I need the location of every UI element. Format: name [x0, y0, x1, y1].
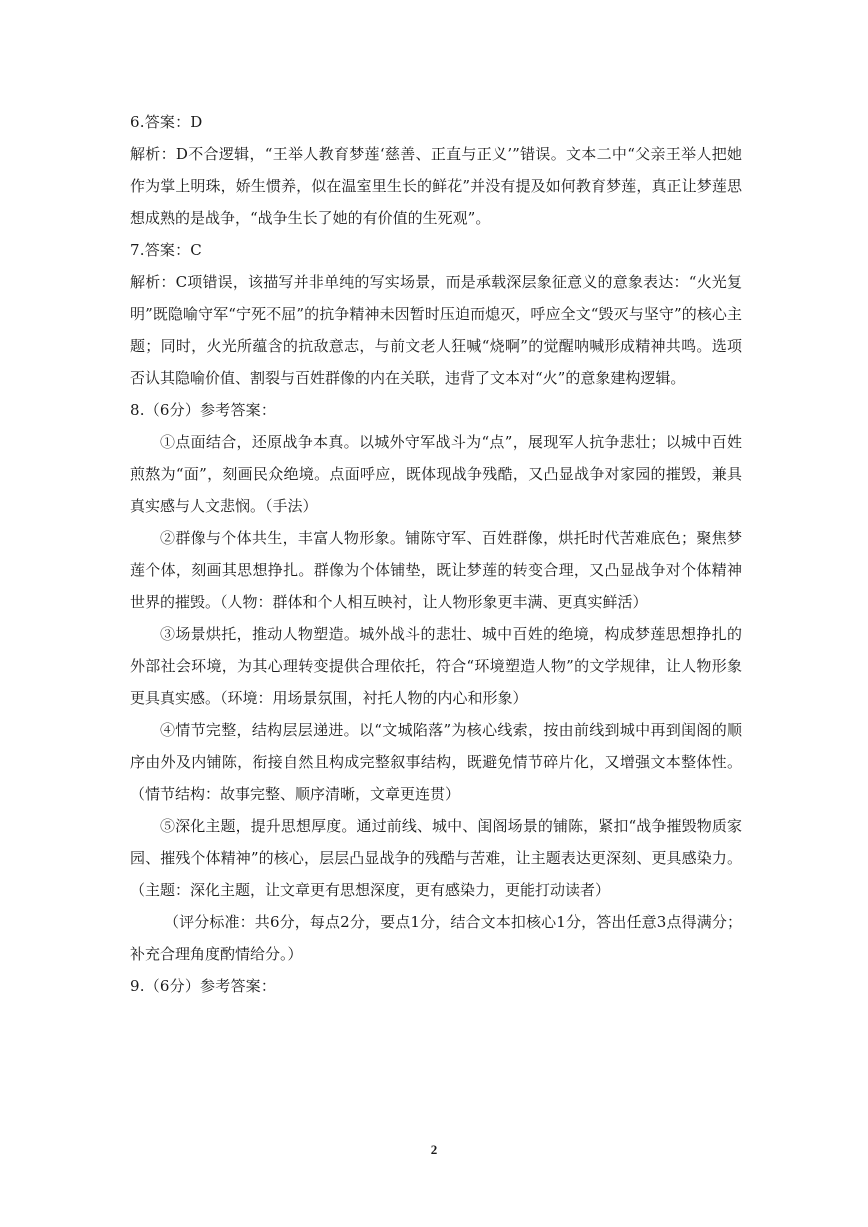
page-number: 2	[430, 1142, 438, 1157]
q8-point-1: ①点面结合，还原战争本真。以城外守军战斗为“点”，展现军人抗争悲壮；以城中百姓煎熬为“面”，刻画民众绝境。点面呼应，既体现战争残酷，又凸显战争对家园的摧毁，兼具真实感与人文悲悯。（手法）	[130, 433, 742, 515]
q8-point-5: ⑤深化主题，提升思想厚度。通过前线、城中、闺阁场景的铺陈，紧扣“战争摧毁物质家园、摧残个体精神”的核心，层层凸显战争的残酷与苦难，让主题表达更深刻、更具感染力。（主题：深化主题，让文章更有思想深度，更有感染力，更能打动读者）	[130, 817, 742, 899]
q7-analysis: 解析：C项错误，该描写并非单纯的写实场景，而是承载深层象征意义的意象表达：“火光复明”既隐喻守军“宁死不屈”的抗争精神未因暂时压迫而熄灭，呼应全文“毁灭与坚守”的核心主题；同时，火光所蕴含的抗敌意志，与前文老人狂喊“烧啊”的觉醒呐喊形成精神共鸣。选项否认其隐喻价值、割裂与百姓群像的内在关联，违背了文本对“火”的意象建构逻辑。	[130, 273, 742, 387]
q8-point-3: ③场景烘托，推动人物塑造。城外战斗的悲壮、城中百姓的绝境，构成梦莲思想挣扎的外部社会环境，为其心理转变提供合理依托，符合“环境塑造人物”的文学规律，让人物形象更具真实感。（环境：用场景氛围，衬托人物的内心和形象）	[130, 625, 742, 707]
q7-answer: 7.答案：C	[130, 241, 202, 259]
q8-scoring-note: （评分标准：共6分，每点2分，要点1分，结合文本扣核心1分，答出任意3点得满分；补充合理角度酌情给分。）	[130, 913, 742, 963]
q6-answer: 6.答案：D	[130, 113, 203, 131]
q9-heading: 9.（6分）参考答案：	[130, 977, 277, 995]
q8-heading: 8.（6分）参考答案：	[130, 401, 277, 419]
q6-analysis: 解析：D不合逻辑，“王举人教育梦莲‘慈善、正直与正义’”错误。文本二中“父亲王举人把她作为掌上明珠，娇生惯养，似在温室里生长的鲜花”并没有提及如何教育梦莲，真正让梦莲思想成熟的是战争，“战争生长了她的有价值的生死观”。	[130, 145, 742, 227]
q8-point-2: ②群像与个体共生，丰富人物形象。铺陈守军、百姓群像，烘托时代苦难底色；聚焦梦莲个体，刻画其思想挣扎。群像为个体铺垫，既让梦莲的转变合理，又凸显战争对个体精神世界的摧毁。（人物：群体和个人相互映衬，让人物形象更丰满、更真实鲜活）	[130, 529, 742, 611]
answer-key-content	[130, 106, 742, 1002]
q8-point-4: ④情节完整，结构层层递进。以“文城陷落”为核心线索，按由前线到城中再到闺阁的顺序由外及内铺陈，衔接自然且构成完整叙事结构，既避免情节碎片化，又增强文本整体性。（情节结构：故事完整、顺序清晰，文章更连贯）	[130, 721, 742, 803]
